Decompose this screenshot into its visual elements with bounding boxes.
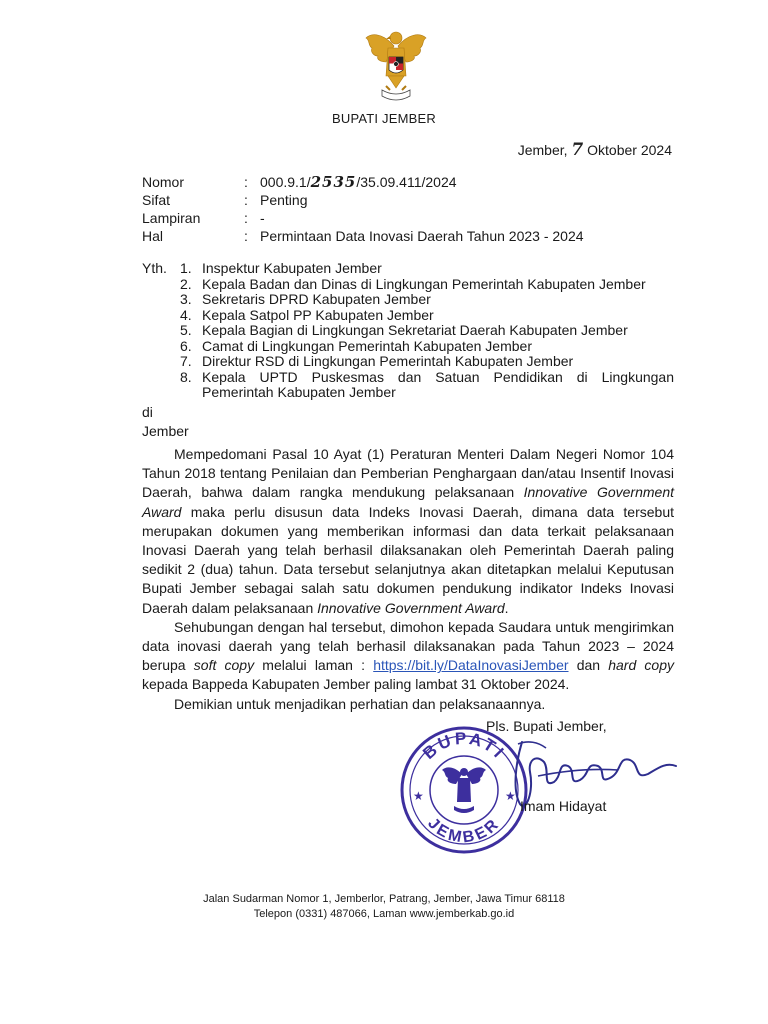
item-text: Camat di Lingkungan Pemerintah Kabupaten Jember — [202, 337, 532, 354]
item-number: 1. — [180, 260, 192, 276]
star-icon: ★ — [505, 789, 516, 803]
meta-separator: : — [244, 228, 248, 244]
italic-term: soft copy — [193, 657, 255, 674]
footer-contact: Telepon (0331) 487066, Laman www.jemberkab.go.id — [253, 908, 515, 920]
date-month-year: Oktober 2024 — [583, 142, 672, 158]
list-item — [142, 308, 674, 324]
text-run: maka perlu disusun data Indeks Inovasi Daerah, dimana data tersebut merupakan dokumen yang memberikan informasi dan data terkait pelaksanaan Inovasi Daerah yang telah berhasil dilaksanakan oleh Pemerintah Daerah paling sedikit 2 (dua) tahun. Data tersebut selanjutnya akan ditetapkan melalui Keputusan Bupati Jember sebagai salah satu dokumen pendukung indikator Indeks Inovasi Daerah dalam pelaksanaan — [142, 503, 674, 616]
text-run: Mempedomani Pasal 10 Ayat (1) Peraturan Menteri Dalam Negeri Nomor 104 Tahun 2018 tentang Penilaian dan Pemberian Penghargaan dan/atau Insentif Inovasi Daerah, bahwa dalam rangka mendukung pelaksanaan — [142, 446, 674, 501]
date-prefix: Jember, — [517, 142, 572, 158]
text-run: . — [504, 599, 509, 616]
signatory-name: Imam Hidayat — [520, 798, 607, 814]
list-item — [142, 261, 674, 277]
nomor-handwritten: 2535 — [310, 173, 357, 191]
item-text: Direktur RSD di Lingkungan Pemerintah Kabupaten Jember — [202, 353, 574, 369]
item-text: Sekretaris DPRD Kabupaten Jember — [202, 291, 431, 307]
item-number: 4. — [180, 306, 192, 323]
italic-term: Innovative Government Award — [317, 599, 505, 616]
list-item — [142, 370, 674, 401]
text-run: melalui laman : — [254, 657, 374, 674]
meta-value: Penting — [260, 192, 308, 208]
item-number: 6. — [180, 337, 192, 354]
meta-row-lampiran — [142, 209, 584, 227]
nomor-suffix: /35.09.411/2024 — [356, 174, 457, 190]
nomor-prefix: 000.9.1/ — [260, 174, 311, 190]
item-number: 5. — [180, 322, 192, 338]
data-link[interactable]: https://bit.ly/DataInovasiJember — [373, 657, 569, 674]
letter-footer — [0, 892, 768, 922]
paragraph-3: Demikian untuk menjadikan perhatian dan pelaksanaannya. — [174, 695, 546, 712]
item-number: 3. — [180, 291, 192, 307]
letter-date — [518, 140, 672, 160]
meta-value — [260, 173, 457, 191]
date-day-handwritten: 7 — [571, 140, 584, 160]
item-number: 7. — [180, 353, 192, 369]
list-item — [142, 277, 674, 293]
meta-separator: : — [244, 174, 248, 190]
item-text: Kepala UPTD Puskesmas dan Satuan Pendidikan di Lingkungan Pemerintah Kabupaten Jember — [202, 368, 674, 400]
italic-term: Innovative Government Award — [142, 484, 674, 520]
list-item — [142, 323, 674, 339]
meta-row-hal — [142, 227, 584, 245]
item-number: 8. — [180, 368, 192, 385]
list-item — [142, 292, 674, 308]
meta-separator: : — [244, 192, 248, 208]
recipient-place — [142, 403, 189, 441]
list-item — [142, 339, 674, 355]
signatory-title: Pls. Bupati Jember, — [486, 718, 607, 734]
item-text: Inspektur Kabupaten Jember — [202, 260, 382, 276]
meta-label: Hal — [142, 228, 164, 244]
text-run: kepada Bappeda Kabupaten Jember paling lambat 31 Oktober 2024. — [142, 676, 570, 693]
salutation: Yth. — [142, 260, 167, 276]
item-text: Kepala Satpol PP Kabupaten Jember — [202, 306, 434, 323]
meta-label: Nomor — [142, 174, 185, 190]
meta-label: Sifat — [142, 192, 171, 208]
garuda-pancasila-emblem — [364, 24, 428, 106]
letterhead-title: BUPATI JEMBER — [332, 111, 436, 126]
text-run: dan — [568, 657, 609, 674]
star-icon: ★ — [413, 789, 424, 803]
footer-address: Jalan Sudarman Nomor 1, Jemberlor, Patrang, Jember, Jawa Timur 68118 — [203, 893, 565, 905]
stamp-bottom-text: JEMBER — [424, 814, 504, 847]
meta-row-sifat — [142, 191, 584, 209]
stamp-top-text: BUPATI — [419, 728, 510, 764]
svg-text:JEMBER — [424, 815, 504, 847]
item-number: 2. — [180, 275, 192, 292]
paragraph-1 — [142, 445, 674, 618]
paragraph-2 — [142, 618, 674, 695]
meta-label: Lampiran — [142, 210, 201, 226]
place-label: Jember — [142, 423, 189, 439]
text-run: Sehubungan dengan hal tersebut, dimohon kepada Saudara untuk mengirimkan data inovasi daerah yang telah berhasil dilaksanakan pada Tahun 2023 – 2024 berupa — [142, 618, 674, 674]
meta-value: - — [260, 210, 265, 226]
meta-separator: : — [244, 210, 248, 226]
letter-body — [142, 445, 674, 714]
list-item — [142, 354, 674, 370]
item-text: Kepala Badan dan Dinas di Lingkungan Pemerintah Kabupaten Jember — [202, 275, 646, 292]
item-text: Kepala Bagian di Lingkungan Sekretariat Daerah Kabupaten Jember — [202, 322, 628, 338]
recipient-list — [142, 261, 674, 401]
italic-term: hard copy — [608, 657, 675, 674]
garuda-stamp-icon — [442, 767, 486, 813]
meta-value: Permintaan Data Inovasi Daerah Tahun 2023 - 2024 — [260, 228, 584, 244]
meta-row-nomor — [142, 173, 584, 191]
letter-meta — [142, 173, 584, 245]
di-label: di — [142, 404, 153, 420]
